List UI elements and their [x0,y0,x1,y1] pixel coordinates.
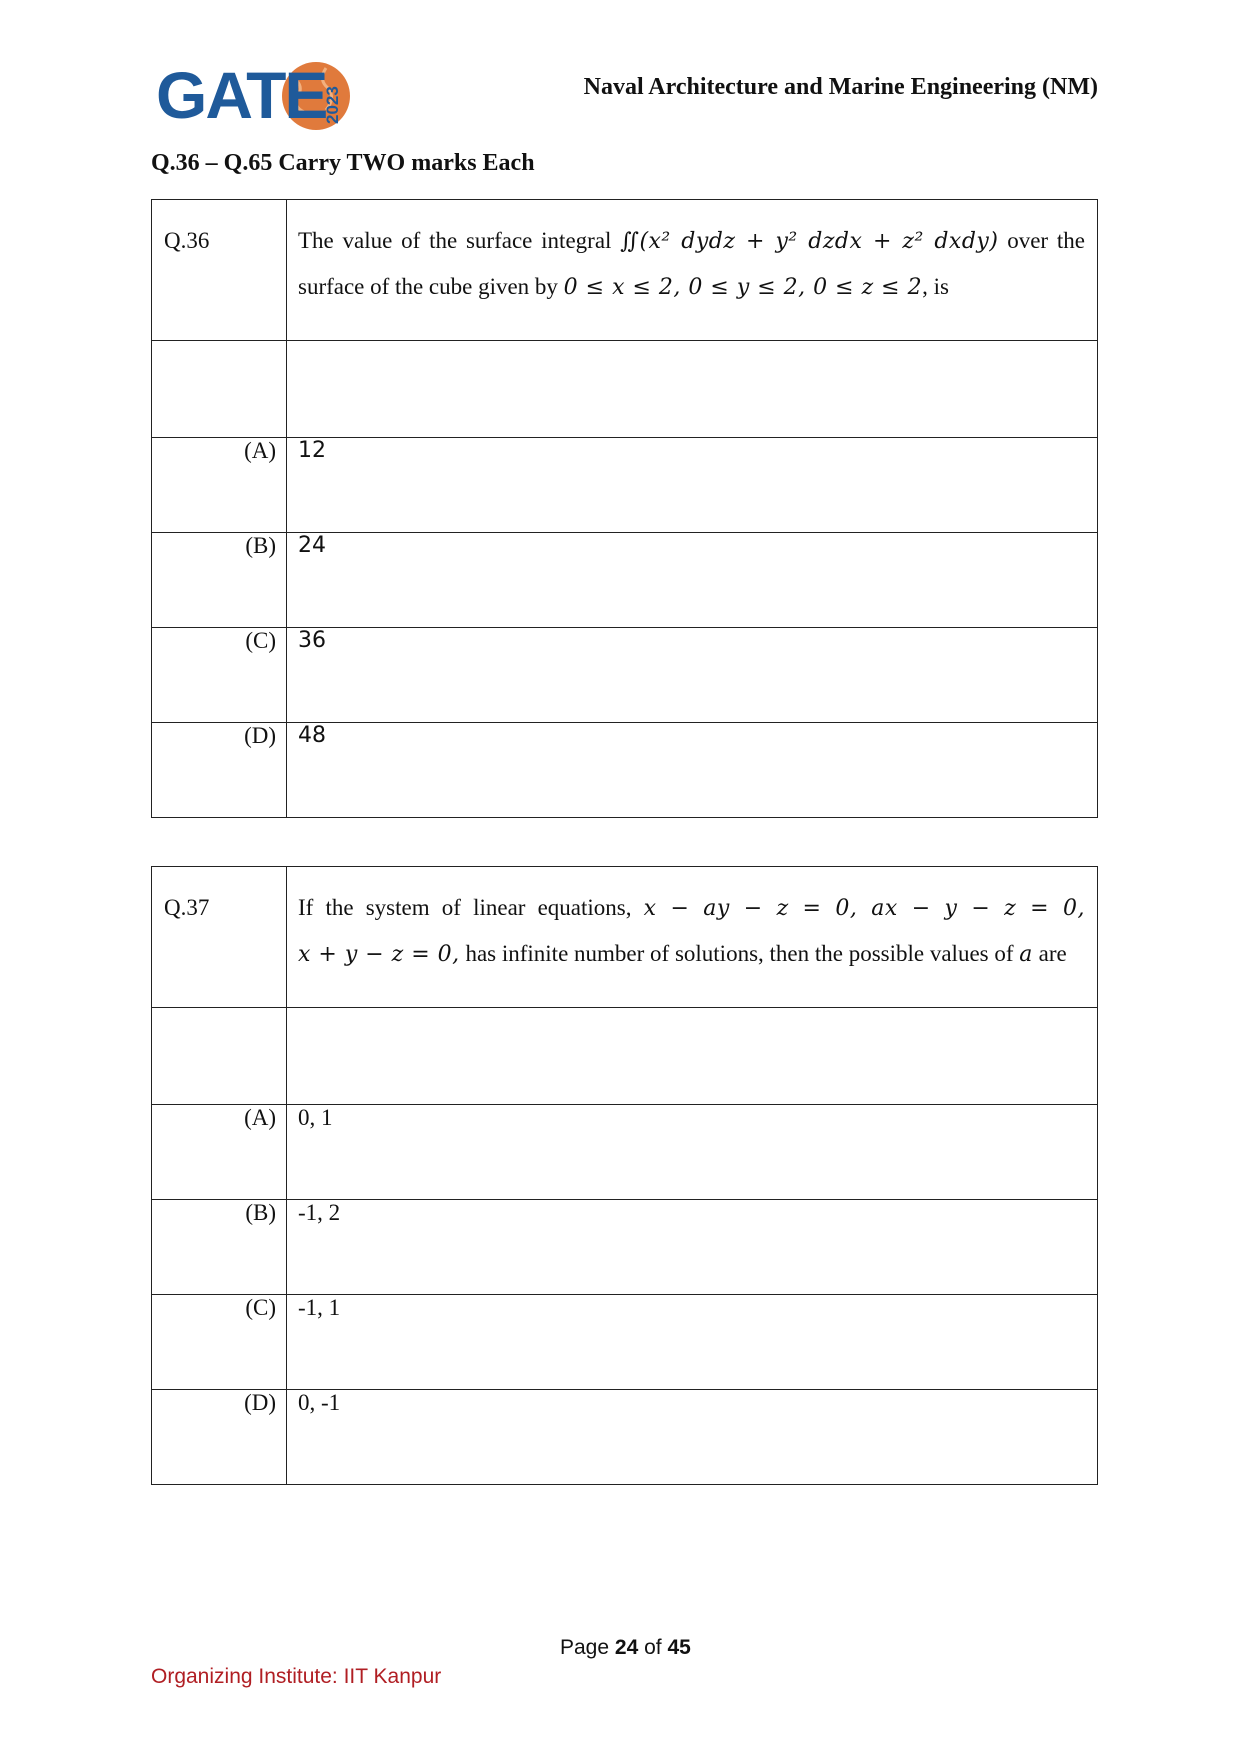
question-row [152,200,1098,341]
surface-integral-expression: ∬(x² dydz + y² dzdx + z² dxdy) [620,229,999,254]
page-current: 24 [614,1636,639,1659]
option-label: (B) [152,1200,287,1295]
option-text: 36 [287,628,1098,723]
page-of: of [638,1636,668,1659]
equations-expression-1: x − ay − z = 0, ax − y − z = 0, [643,896,1085,921]
page-total: 45 [667,1636,691,1659]
question-text-pre: If the system of linear equations, [298,895,644,920]
cube-bounds-expression: 0 ≤ x ≤ 2, 0 ≤ y ≤ 2, 0 ≤ z ≤ 2 [563,275,923,300]
question-text-pre: The value of the surface integral [298,228,621,253]
option-a-row[interactable] [152,438,1098,533]
blank-row [152,1008,1098,1105]
option-text: 24 [287,533,1098,628]
question-number: Q.37 [152,867,287,1008]
option-d-row[interactable] [152,1390,1098,1485]
option-c-row[interactable] [152,1295,1098,1390]
organizing-institute: Organizing Institute: IIT Kanpur [151,1665,442,1688]
question-text-post: , is [922,274,949,299]
question-number: Q.36 [152,200,287,341]
svg-text:GATE: GATE [156,58,327,132]
option-text: -1, 1 [287,1295,1098,1390]
question-36-table [151,199,1098,818]
option-label: (D) [152,1390,287,1485]
question-text-line-1 [298,885,1085,931]
option-label: (D) [152,723,287,818]
option-label: (A) [152,1105,287,1200]
option-text: -1, 2 [287,1200,1098,1295]
svg-text:2023: 2023 [323,86,342,124]
option-a-row[interactable] [152,1105,1098,1200]
option-label: (C) [152,1295,287,1390]
option-label: (A) [152,438,287,533]
variable-a: a [1019,942,1033,967]
option-text: 0, -1 [287,1390,1098,1485]
page-prefix: Page [560,1636,615,1659]
equations-expression-2: x + y − z = 0, [298,942,460,967]
option-text: 0, 1 [287,1105,1098,1200]
question-text-mid: over the surface of the cube given by [298,228,1085,299]
gate-2023-logo [156,58,356,136]
question-text [287,200,1098,341]
option-label: (B) [152,533,287,628]
question-37-table [151,866,1098,1485]
option-b-row[interactable] [152,1200,1098,1295]
option-label: (C) [152,628,287,723]
section-heading: Q.36 – Q.65 Carry TWO marks Each [151,150,535,176]
option-text: 12 [287,438,1098,533]
question-text-post: has infinite number of solutions, then the possible values of [459,941,1020,966]
option-b-row[interactable] [152,533,1098,628]
option-text: 48 [287,723,1098,818]
subject-title: Naval Architecture and Marine Engineering (NM) [583,74,1098,100]
question-text-line-2 [298,931,1085,977]
question-row [152,867,1098,1008]
question-text [287,867,1098,1008]
page-number [560,1636,691,1660]
option-d-row[interactable] [152,723,1098,818]
blank-row [152,341,1098,438]
question-text-end: are [1032,941,1067,966]
option-c-row[interactable] [152,628,1098,723]
